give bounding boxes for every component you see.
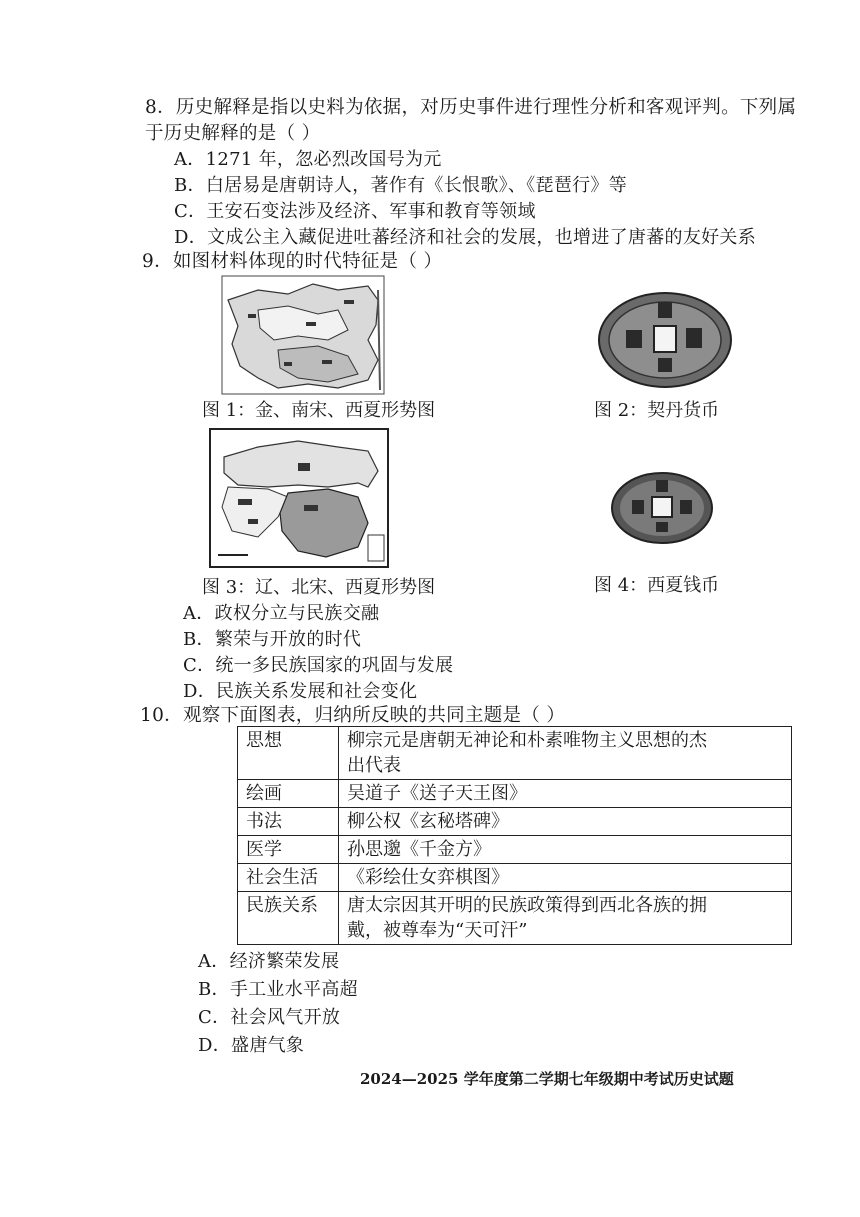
map-liao-northern-song-western-xia [208, 427, 390, 569]
q10-stem: 10．观察下面图表，归纳所反映的共同主题是（ ） [140, 705, 566, 726]
khitan-coin-image [596, 290, 734, 390]
q10-option-a: A．经济繁荣发展 [198, 951, 340, 972]
q9-option-c: C．统一多民族国家的巩固与发展 [183, 655, 454, 676]
western-xia-coin-image [610, 470, 714, 546]
q8-stem-line2: 于历史解释的是（ ） [145, 123, 321, 144]
page-footer: 2024—2025 学年度第二学期七年级期中考试历史试题 [360, 1070, 734, 1088]
fig4-caption: 图 4：西夏钱币 [594, 575, 720, 596]
table-row [238, 836, 792, 864]
table-value: 柳宗元是唐朝无神论和朴素唯物主义思想的杰 出代表 [339, 727, 792, 780]
table-row [238, 808, 792, 836]
q10-option-c: C．社会风气开放 [198, 1007, 341, 1028]
q9-option-b: B．繁荣与开放的时代 [183, 629, 362, 650]
table-value: 柳公权《玄秘塔碑》 [339, 808, 792, 836]
map-jin-southern-song-western-xia [218, 270, 388, 398]
table-key: 思想 [238, 727, 339, 780]
q8-option-d: D．文成公主入藏促进吐蕃经济和社会的发展，也增进了唐蕃的友好关系 [174, 227, 757, 248]
q8-option-b: B．白居易是唐朝诗人，著作有《长恨歌》、《琵琶行》等 [174, 175, 628, 196]
q8-option-a: A．1271 年，忽必烈改国号为元 [174, 149, 442, 170]
table-value: 唐太宗因其开明的民族政策得到西北各族的拥 戴，被尊奉为“天可汗” [339, 892, 792, 945]
q9-option-a: A．政权分立与民族交融 [183, 603, 380, 624]
q8-option-c: C．王安石变法涉及经济、军事和教育等领域 [174, 201, 536, 222]
table-value: 吴道子《送子天王图》 [339, 780, 792, 808]
q10-option-d: D．盛唐气象 [198, 1035, 305, 1056]
tang-culture-table [237, 726, 792, 945]
table-row [238, 780, 792, 808]
table-row [238, 892, 792, 945]
table-key: 民族关系 [238, 892, 339, 945]
table-key: 医学 [238, 836, 339, 864]
fig3-caption: 图 3：辽、北宋、西夏形势图 [202, 577, 436, 598]
table-row [238, 864, 792, 892]
q10-option-b: B．手工业水平高超 [198, 979, 358, 1000]
table-row [238, 727, 792, 780]
q9-stem: 9．如图材料体现的时代特征是（ ） [142, 251, 443, 272]
fig1-caption: 图 1：金、南宋、西夏形势图 [202, 400, 436, 421]
table-key: 绘画 [238, 780, 339, 808]
q8-stem-line1: 8．历史解释是指以史料为依据，对历史事件进行理性分析和客观评判。下列属 [145, 97, 797, 118]
table-key: 书法 [238, 808, 339, 836]
table-value: 孙思邈《千金方》 [339, 836, 792, 864]
table-key: 社会生活 [238, 864, 339, 892]
q9-option-d: D．民族关系发展和社会变化 [183, 681, 418, 702]
table-value: 《彩绘仕女弈棋图》 [339, 864, 792, 892]
fig2-caption: 图 2：契丹货币 [594, 400, 720, 421]
